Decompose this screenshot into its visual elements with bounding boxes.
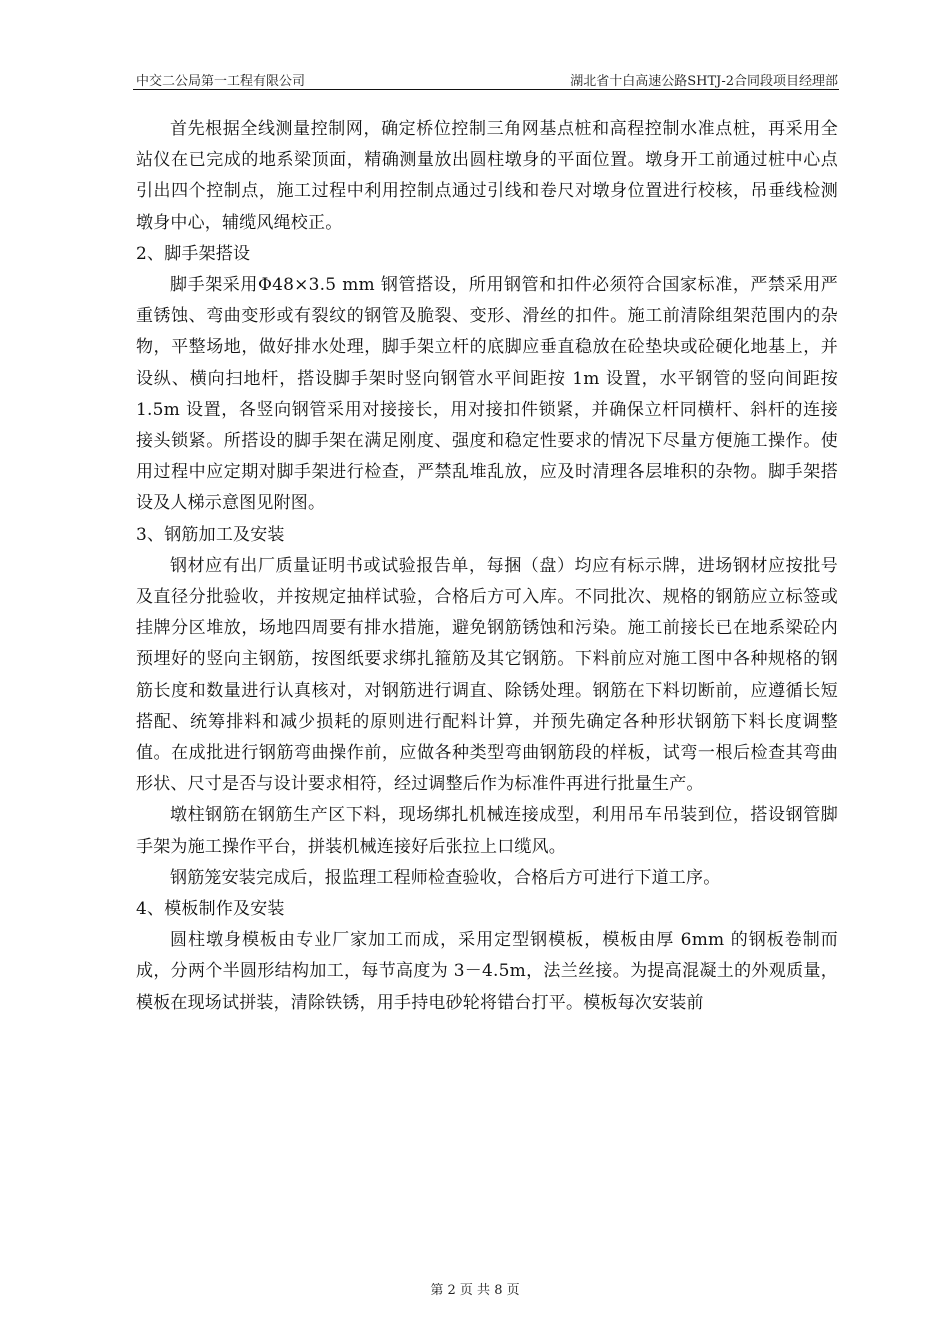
paragraph-scaffold: 脚手架采用Φ48×3.5 mm 钢管搭设，所用钢管和扣件必须符合国家标准，严禁采用严重锈蚀、弯曲变形或有裂纹的钢管及脆裂、变形、滑丝的扣件。施工前清除组架范围内的杂物，平整场地，做好排水处理，脚手架立杆的底脚应垂直稳放在砼垫块或砼硬化地基上，并设纵、横向扫地杆，搭设脚手架时竖向钢管水平间距按 1m 设置，水平钢管的竖向间距按 1.5m 设置，各竖向钢管采用对接接长，用对接扣件锁紧，并确保立杆同横杆、斜杆的连接接头锁紧。所搭设的脚手架在满足刚度、强度和稳定性要求的情况下尽量方便施工操作。使用过程中应定期对脚手架进行检查，严禁乱堆乱放，应及时清理各层堆积的杂物。脚手架搭设及人梯示意图见附图。 (136, 275, 838, 514)
header-divider (133, 89, 839, 90)
paragraph-rebar-assembly: 墩柱钢筋在钢筋生产区下料，现场绑扎机械连接成型，利用吊车吊装到位，搭设钢管脚手架为施工操作平台，拼装机械连接好后张拉上口缆风。 (136, 805, 838, 857)
paragraph-formwork: 圆柱墩身模板由专业厂家加工而成，采用定型钢模板，模板由厚 6mm 的钢板卷制而成，分两个半圆形结构加工，每节高度为 3－4.5m，法兰丝接。为提高混凝土的外观质量，模板在现场试拼装，清除铁锈，用手持电砂轮将错台打平。模板每次安装前 (136, 930, 838, 1013)
header-project-department: 湖北省十白高速公路SHTJ-2合同段项目经理部 (570, 74, 838, 89)
section-heading-scaffold: 2、脚手架搭设 (136, 243, 251, 264)
paragraph-rebar-inspection: 钢筋笼安装完成后，报监理工程师检查验收，合格后方可进行下道工序。 (170, 867, 721, 888)
page-number: 第 2 页 共 8 页 (430, 1283, 520, 1298)
section-heading-rebar: 3、钢筋加工及安装 (136, 524, 285, 545)
document-body (136, 114, 838, 1019)
paragraph-survey: 首先根据全线测量控制网，确定桥位控制三角网基点桩和高程控制水准点桩，再采用全站仪在已完成的地系梁顶面，精确测量放出圆柱墩身的平面位置。墩身开工前通过桩中心点引出四个控制点，施工过程中利用控制点通过引线和卷尺对墩身位置进行校核，吊垂线检测墩身中心，辅缆风绳校正。 (136, 119, 838, 233)
header-company: 中交二公局第一工程有限公司 (136, 74, 306, 89)
paragraph-rebar-processing: 钢材应有出厂质量证明书或试验报告单，每捆（盘）均应有标示牌，进场钢材应按批号及直径分批验收，并按规定抽样试验，合格后方可入库。不同批次、规格的钢筋应立标签或挂牌分区堆放，场地四周要有排水措施，避免钢筋锈蚀和污染。施工前接长已在地系梁砼内预埋好的竖向主钢筋，按图纸要求绑扎箍筋及其它钢筋。下料前应对施工图中各种规格的钢筋长度和数量进行认真核对，对钢筋进行调直、除锈处理。钢筋在下料切断前，应遵循长短搭配、统筹排料和减少损耗的原则进行配料计算，并预先确定各种形状钢筋下料长度调整值。在成批进行钢筋弯曲操作前，应做各种类型弯曲钢筋段的样板，试弯一根后检查其弯曲形状、尺寸是否与设计要求相符，经过调整后作为标准件再进行批量生产。 (136, 555, 838, 795)
section-heading-formwork: 4、模板制作及安装 (136, 899, 285, 920)
